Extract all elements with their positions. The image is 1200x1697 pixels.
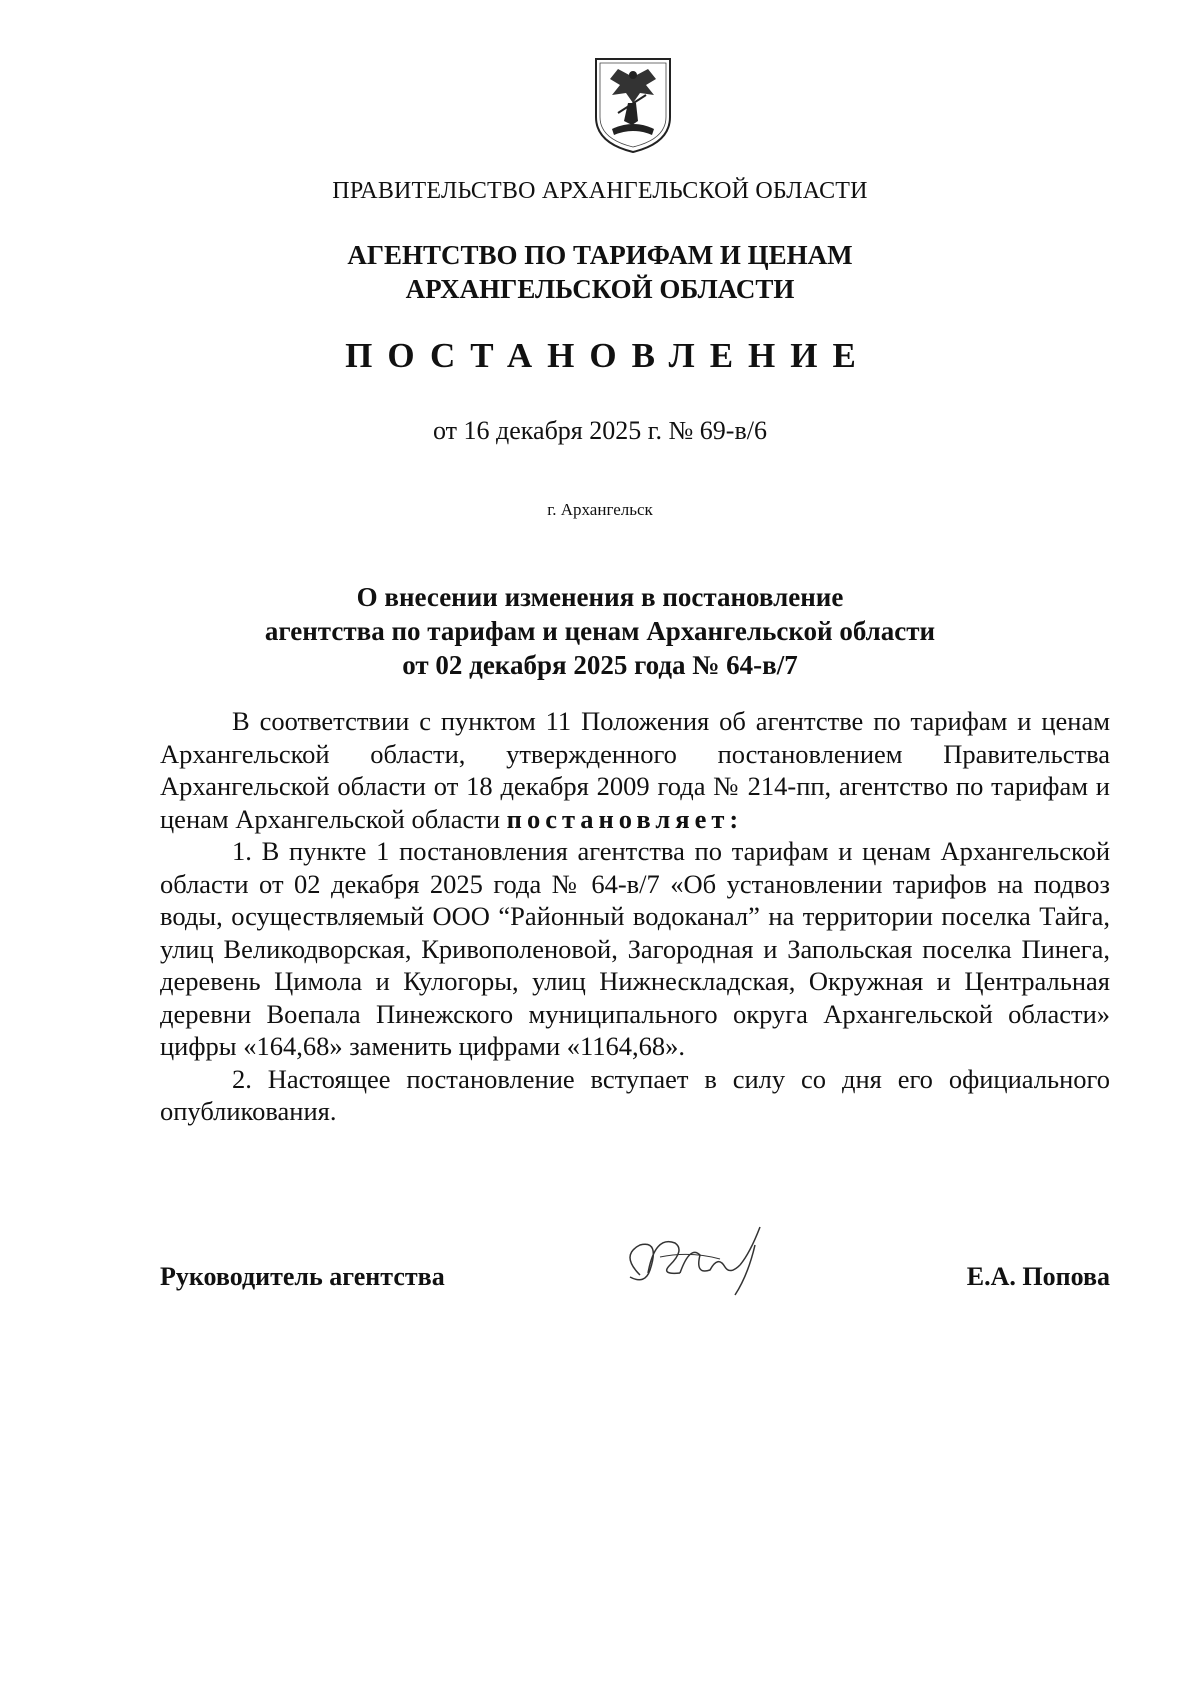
preamble-paragraph [160,705,1110,835]
agency-name-line1: АГЕНТСТВО ПО ТАРИФАМ И ЦЕНАМ [347,240,853,270]
resolves-colon: : [729,803,739,834]
document-subject [0,580,1200,682]
document-type: ПОСТАНОВЛЕНИЕ [345,336,871,375]
document-city: г. Архангельск [547,500,653,519]
agency-name [0,238,1200,306]
government-name: ПРАВИТЕЛЬСТВО АРХАНГЕЛЬСКОЙ ОБЛАСТИ [332,178,868,204]
agency-name-line2: АРХАНГЕЛЬСКОЙ ОБЛАСТИ [405,274,795,304]
resolves-word: постановляет [506,803,730,834]
document-date-number: от 16 декабря 2025 г. № 69-в/6 [433,416,767,445]
preamble-text: В соответствии с пунктом 11 Положения об агентстве по тарифам и ценам Архангельской области, утвержденного постановлением Правительства Архангельской области от 18 декабря 2009 года № 214-пп, агентство по тарифам и ценам Архангельской области [160,706,1110,834]
signatory-position: Руководитель агентства [160,1262,445,1291]
coat-of-arms-icon [588,55,678,155]
signatory-name: Е.А. Попова [966,1262,1110,1291]
signature-block [160,1262,1110,1302]
item-1-paragraph: 1. В пункте 1 постановления агентства по тарифам и ценам Архангельской области от 02 декабря 2025 года № 64-в/7 «Об установлении тарифов на подвоз воды, осуществляемый ООО “Районный водоканал” на территории поселка Тайга, улиц Великодворская, Кривополеновой, Загородная и Запольская поселка Пинега, деревень Цимола и Кулогоры, улиц Нижнескладская, Окружная и Центральная деревни Воепала Пинежского муниципального округа Архангельской области» цифры «164,68» заменить цифрами «1164,68». [160,836,1110,1061]
subject-line3: от 02 декабря 2025 года № 64-в/7 [402,650,798,680]
subject-line1: О внесении изменения в постановление [356,582,844,612]
subject-line2: агентства по тарифам и ценам Архангельской области [264,616,936,646]
document-body [160,705,1110,1128]
item-2-paragraph: 2. Настоящее постановление вступает в силу со дня его официального опубликования. [160,1063,1110,1126]
